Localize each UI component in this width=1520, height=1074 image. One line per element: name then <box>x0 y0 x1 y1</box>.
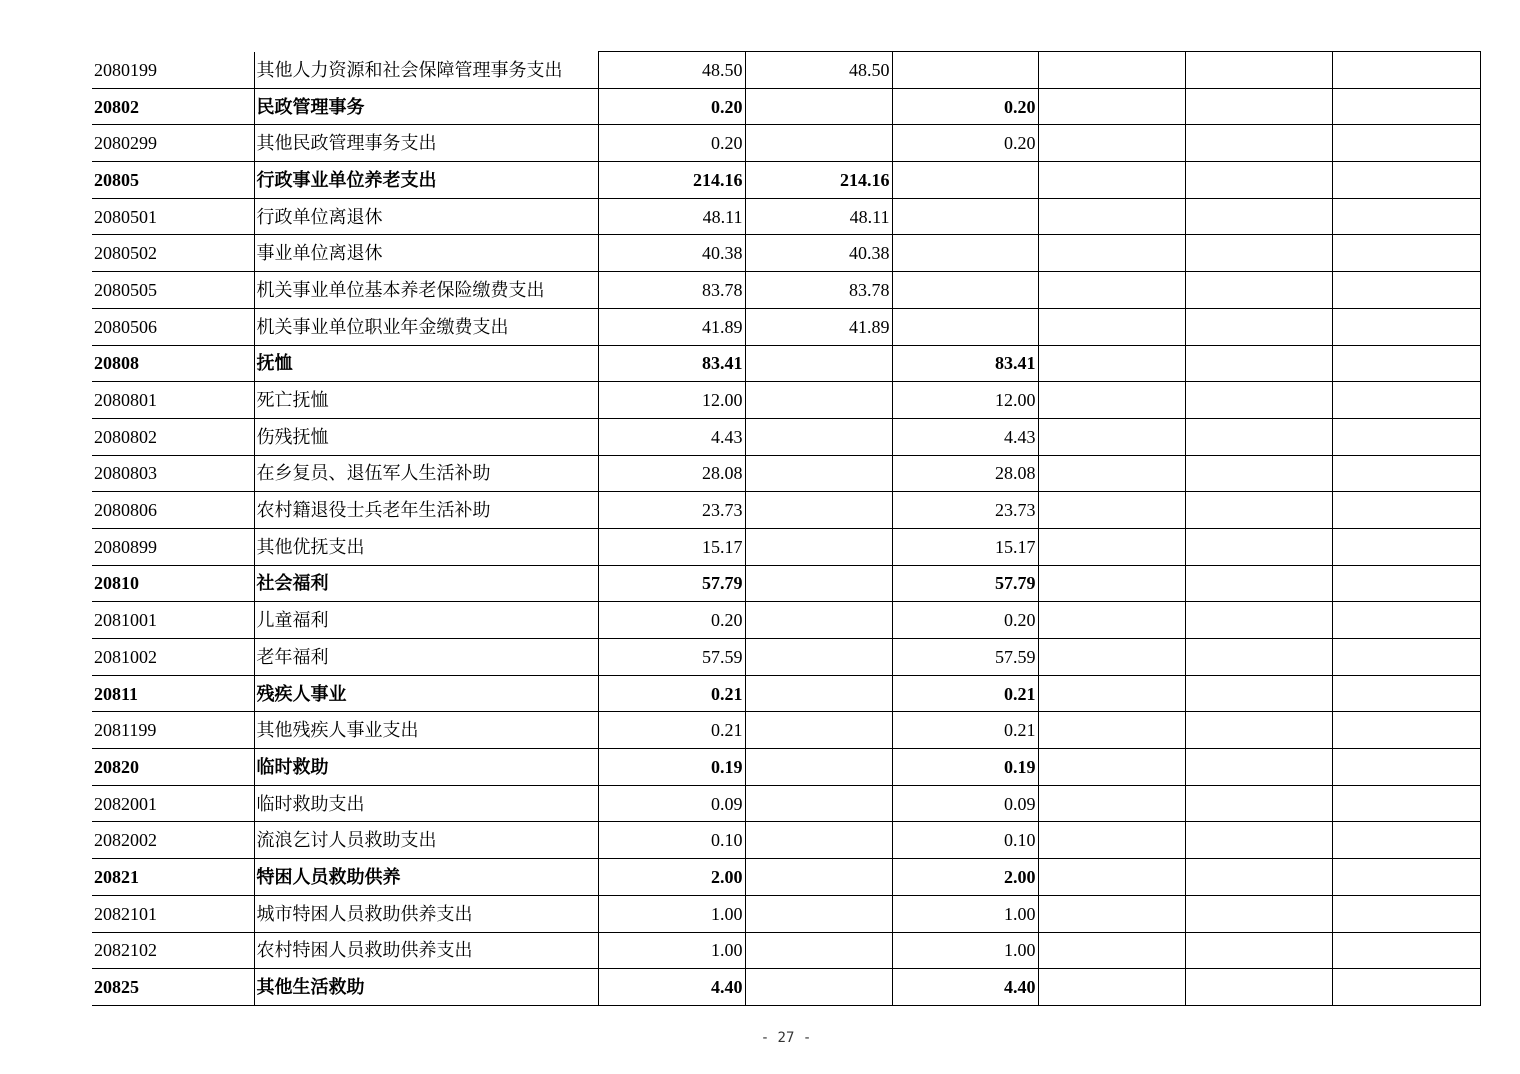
account-code-cell: 2082002 <box>92 822 254 859</box>
total-amount-cell: 1.00 <box>598 895 745 932</box>
empty-cell <box>1332 712 1480 749</box>
empty-cell <box>1185 162 1332 199</box>
account-code-cell: 2082102 <box>92 932 254 969</box>
basic-expenditure-cell <box>745 822 892 859</box>
project-expenditure-cell <box>892 52 1038 89</box>
project-expenditure-cell <box>892 235 1038 272</box>
basic-expenditure-cell <box>745 749 892 786</box>
account-name-cell: 其他残疾人事业支出 <box>254 712 598 749</box>
empty-cell <box>1038 749 1185 786</box>
total-amount-cell: 4.43 <box>598 418 745 455</box>
table-row <box>92 272 1480 309</box>
account-code-cell: 20810 <box>92 565 254 602</box>
empty-cell <box>1038 969 1185 1006</box>
account-code-cell: 20802 <box>92 88 254 125</box>
table-row <box>92 125 1480 162</box>
account-code-cell: 2081002 <box>92 639 254 676</box>
empty-cell <box>1185 785 1332 822</box>
basic-expenditure-cell <box>745 639 892 676</box>
empty-cell <box>1038 235 1185 272</box>
empty-cell <box>1332 822 1480 859</box>
empty-cell <box>1332 125 1480 162</box>
basic-expenditure-cell <box>745 382 892 419</box>
account-code-cell: 20805 <box>92 162 254 199</box>
empty-cell <box>1038 88 1185 125</box>
total-amount-cell: 214.16 <box>598 162 745 199</box>
empty-cell <box>1185 345 1332 382</box>
total-amount-cell: 1.00 <box>598 932 745 969</box>
total-amount-cell: 0.21 <box>598 675 745 712</box>
empty-cell <box>1185 675 1332 712</box>
account-code-cell: 2080199 <box>92 52 254 89</box>
account-name-cell: 行政事业单位养老支出 <box>254 162 598 199</box>
total-amount-cell: 57.79 <box>598 565 745 602</box>
project-expenditure-cell: 28.08 <box>892 455 1038 492</box>
table-row <box>92 418 1480 455</box>
empty-cell <box>1185 235 1332 272</box>
total-amount-cell: 2.00 <box>598 859 745 896</box>
empty-cell <box>1185 418 1332 455</box>
total-amount-cell: 57.59 <box>598 639 745 676</box>
project-expenditure-cell <box>892 162 1038 199</box>
empty-cell <box>1038 565 1185 602</box>
account-code-cell: 2080505 <box>92 272 254 309</box>
basic-expenditure-cell <box>745 602 892 639</box>
empty-cell <box>1038 345 1185 382</box>
account-code-cell: 20808 <box>92 345 254 382</box>
empty-cell <box>1185 492 1332 529</box>
empty-cell <box>1332 895 1480 932</box>
empty-cell <box>1332 785 1480 822</box>
project-expenditure-cell: 0.19 <box>892 749 1038 786</box>
empty-cell <box>1185 455 1332 492</box>
project-expenditure-cell: 1.00 <box>892 932 1038 969</box>
empty-cell <box>1185 932 1332 969</box>
total-amount-cell: 0.19 <box>598 749 745 786</box>
empty-cell <box>1185 198 1332 235</box>
empty-cell <box>1185 969 1332 1006</box>
empty-cell <box>1185 749 1332 786</box>
account-code-cell: 2080502 <box>92 235 254 272</box>
account-code-cell: 2080501 <box>92 198 254 235</box>
empty-cell <box>1332 749 1480 786</box>
empty-cell <box>1332 88 1480 125</box>
project-expenditure-cell: 0.21 <box>892 712 1038 749</box>
account-name-cell: 流浪乞讨人员救助支出 <box>254 822 598 859</box>
account-code-cell: 2080801 <box>92 382 254 419</box>
project-expenditure-cell: 4.43 <box>892 418 1038 455</box>
empty-cell <box>1185 125 1332 162</box>
total-amount-cell: 0.20 <box>598 602 745 639</box>
empty-cell <box>1185 308 1332 345</box>
empty-cell <box>1332 969 1480 1006</box>
account-name-cell: 农村特困人员救助供养支出 <box>254 932 598 969</box>
project-expenditure-cell: 57.59 <box>892 639 1038 676</box>
basic-expenditure-cell: 83.78 <box>745 272 892 309</box>
basic-expenditure-cell: 40.38 <box>745 235 892 272</box>
table-row <box>92 528 1480 565</box>
account-code-cell: 2080899 <box>92 528 254 565</box>
empty-cell <box>1185 528 1332 565</box>
project-expenditure-cell: 4.40 <box>892 969 1038 1006</box>
total-amount-cell: 48.50 <box>598 52 745 89</box>
table-row <box>92 198 1480 235</box>
total-amount-cell: 41.89 <box>598 308 745 345</box>
empty-cell <box>1038 162 1185 199</box>
empty-cell <box>1038 52 1185 89</box>
budget-table <box>92 51 1481 1006</box>
basic-expenditure-cell <box>745 932 892 969</box>
table-row <box>92 969 1480 1006</box>
project-expenditure-cell: 0.09 <box>892 785 1038 822</box>
total-amount-cell: 0.09 <box>598 785 745 822</box>
basic-expenditure-cell <box>745 675 892 712</box>
basic-expenditure-cell: 214.16 <box>745 162 892 199</box>
empty-cell <box>1332 639 1480 676</box>
empty-cell <box>1332 308 1480 345</box>
project-expenditure-cell: 0.20 <box>892 88 1038 125</box>
account-code-cell: 2080802 <box>92 418 254 455</box>
empty-cell <box>1038 308 1185 345</box>
empty-cell <box>1038 785 1185 822</box>
total-amount-cell: 12.00 <box>598 382 745 419</box>
empty-cell <box>1185 88 1332 125</box>
account-name-cell: 社会福利 <box>254 565 598 602</box>
page-number: - 27 - <box>760 1030 812 1046</box>
empty-cell <box>1332 528 1480 565</box>
table-row <box>92 712 1480 749</box>
empty-cell <box>1038 822 1185 859</box>
account-code-cell: 20821 <box>92 859 254 896</box>
total-amount-cell: 0.20 <box>598 125 745 162</box>
table-row <box>92 308 1480 345</box>
account-name-cell: 城市特困人员救助供养支出 <box>254 895 598 932</box>
empty-cell <box>1332 345 1480 382</box>
empty-cell <box>1185 639 1332 676</box>
empty-cell <box>1185 712 1332 749</box>
empty-cell <box>1185 52 1332 89</box>
table-row <box>92 382 1480 419</box>
account-code-cell: 2082101 <box>92 895 254 932</box>
total-amount-cell: 48.11 <box>598 198 745 235</box>
account-name-cell: 事业单位离退休 <box>254 235 598 272</box>
empty-cell <box>1332 859 1480 896</box>
account-name-cell: 在乡复员、退伍军人生活补助 <box>254 455 598 492</box>
basic-expenditure-cell <box>745 785 892 822</box>
project-expenditure-cell: 1.00 <box>892 895 1038 932</box>
account-code-cell: 20811 <box>92 675 254 712</box>
project-expenditure-cell: 0.10 <box>892 822 1038 859</box>
empty-cell <box>1038 528 1185 565</box>
total-amount-cell: 83.78 <box>598 272 745 309</box>
project-expenditure-cell: 57.79 <box>892 565 1038 602</box>
account-name-cell: 临时救助 <box>254 749 598 786</box>
empty-cell <box>1038 712 1185 749</box>
table-row <box>92 455 1480 492</box>
empty-cell <box>1332 565 1480 602</box>
empty-cell <box>1332 932 1480 969</box>
table-row <box>92 675 1480 712</box>
account-code-cell: 20820 <box>92 749 254 786</box>
empty-cell <box>1185 859 1332 896</box>
table-row <box>92 639 1480 676</box>
empty-cell <box>1038 639 1185 676</box>
empty-cell <box>1038 272 1185 309</box>
account-name-cell: 伤残抚恤 <box>254 418 598 455</box>
basic-expenditure-cell <box>745 712 892 749</box>
empty-cell <box>1038 675 1185 712</box>
account-name-cell: 残疾人事业 <box>254 675 598 712</box>
basic-expenditure-cell <box>745 565 892 602</box>
empty-cell <box>1332 675 1480 712</box>
basic-expenditure-cell: 41.89 <box>745 308 892 345</box>
total-amount-cell: 40.38 <box>598 235 745 272</box>
empty-cell <box>1332 602 1480 639</box>
total-amount-cell: 0.10 <box>598 822 745 859</box>
empty-cell <box>1332 272 1480 309</box>
account-name-cell: 其他生活救助 <box>254 969 598 1006</box>
basic-expenditure-cell <box>745 88 892 125</box>
project-expenditure-cell: 83.41 <box>892 345 1038 382</box>
table-row <box>92 785 1480 822</box>
basic-expenditure-cell <box>745 859 892 896</box>
project-expenditure-cell <box>892 308 1038 345</box>
empty-cell <box>1038 125 1185 162</box>
account-name-cell: 农村籍退役士兵老年生活补助 <box>254 492 598 529</box>
basic-expenditure-cell <box>745 125 892 162</box>
project-expenditure-cell <box>892 198 1038 235</box>
empty-cell <box>1038 492 1185 529</box>
table-row <box>92 602 1480 639</box>
basic-expenditure-cell <box>745 969 892 1006</box>
total-amount-cell: 83.41 <box>598 345 745 382</box>
account-code-cell: 2080299 <box>92 125 254 162</box>
empty-cell <box>1332 235 1480 272</box>
account-name-cell: 临时救助支出 <box>254 785 598 822</box>
empty-cell <box>1038 932 1185 969</box>
total-amount-cell: 0.20 <box>598 88 745 125</box>
total-amount-cell: 28.08 <box>598 455 745 492</box>
table-row <box>92 162 1480 199</box>
empty-cell <box>1038 895 1185 932</box>
account-code-cell: 2080803 <box>92 455 254 492</box>
empty-cell <box>1332 492 1480 529</box>
account-name-cell: 儿童福利 <box>254 602 598 639</box>
account-name-cell: 民政管理事务 <box>254 88 598 125</box>
empty-cell <box>1332 198 1480 235</box>
basic-expenditure-cell <box>745 418 892 455</box>
project-expenditure-cell: 0.20 <box>892 602 1038 639</box>
table-row <box>92 235 1480 272</box>
account-name-cell: 其他民政管理事务支出 <box>254 125 598 162</box>
account-name-cell: 特困人员救助供养 <box>254 859 598 896</box>
empty-cell <box>1185 602 1332 639</box>
total-amount-cell: 4.40 <box>598 969 745 1006</box>
project-expenditure-cell: 0.20 <box>892 125 1038 162</box>
account-name-cell: 行政单位离退休 <box>254 198 598 235</box>
empty-cell <box>1185 565 1332 602</box>
account-code-cell: 2080806 <box>92 492 254 529</box>
empty-cell <box>1185 382 1332 419</box>
empty-cell <box>1332 382 1480 419</box>
account-code-cell: 20825 <box>92 969 254 1006</box>
account-name-cell: 死亡抚恤 <box>254 382 598 419</box>
account-name-cell: 老年福利 <box>254 639 598 676</box>
empty-cell <box>1038 418 1185 455</box>
empty-cell <box>1038 455 1185 492</box>
total-amount-cell: 15.17 <box>598 528 745 565</box>
empty-cell <box>1332 455 1480 492</box>
table-body <box>92 52 1480 1006</box>
empty-cell <box>1185 822 1332 859</box>
table-row <box>92 822 1480 859</box>
empty-cell <box>1038 382 1185 419</box>
empty-cell <box>1332 162 1480 199</box>
basic-expenditure-cell <box>745 492 892 529</box>
account-code-cell: 2080506 <box>92 308 254 345</box>
account-code-cell: 2081001 <box>92 602 254 639</box>
account-code-cell: 2081199 <box>92 712 254 749</box>
project-expenditure-cell: 15.17 <box>892 528 1038 565</box>
table-row <box>92 88 1480 125</box>
project-expenditure-cell: 23.73 <box>892 492 1038 529</box>
empty-cell <box>1332 52 1480 89</box>
account-name-cell: 抚恤 <box>254 345 598 382</box>
empty-cell <box>1038 198 1185 235</box>
table-row <box>92 749 1480 786</box>
empty-cell <box>1332 418 1480 455</box>
project-expenditure-cell: 2.00 <box>892 859 1038 896</box>
project-expenditure-cell: 12.00 <box>892 382 1038 419</box>
account-name-cell: 机关事业单位基本养老保险缴费支出 <box>254 272 598 309</box>
account-name-cell: 机关事业单位职业年金缴费支出 <box>254 308 598 345</box>
table-row <box>92 345 1480 382</box>
project-expenditure-cell <box>892 272 1038 309</box>
table-row <box>92 565 1480 602</box>
table-row <box>92 932 1480 969</box>
basic-expenditure-cell <box>745 455 892 492</box>
empty-cell <box>1185 272 1332 309</box>
table-row <box>92 859 1480 896</box>
empty-cell <box>1038 859 1185 896</box>
basic-expenditure-cell: 48.11 <box>745 198 892 235</box>
total-amount-cell: 23.73 <box>598 492 745 529</box>
basic-expenditure-cell <box>745 895 892 932</box>
table-row <box>92 492 1480 529</box>
empty-cell <box>1038 602 1185 639</box>
account-code-cell: 2082001 <box>92 785 254 822</box>
total-amount-cell: 0.21 <box>598 712 745 749</box>
project-expenditure-cell: 0.21 <box>892 675 1038 712</box>
empty-cell <box>1185 895 1332 932</box>
basic-expenditure-cell: 48.50 <box>745 52 892 89</box>
account-name-cell: 其他优抚支出 <box>254 528 598 565</box>
basic-expenditure-cell <box>745 528 892 565</box>
table-row <box>92 52 1480 89</box>
account-name-cell: 其他人力资源和社会保障管理事务支出 <box>254 52 598 89</box>
basic-expenditure-cell <box>745 345 892 382</box>
table-row <box>92 895 1480 932</box>
